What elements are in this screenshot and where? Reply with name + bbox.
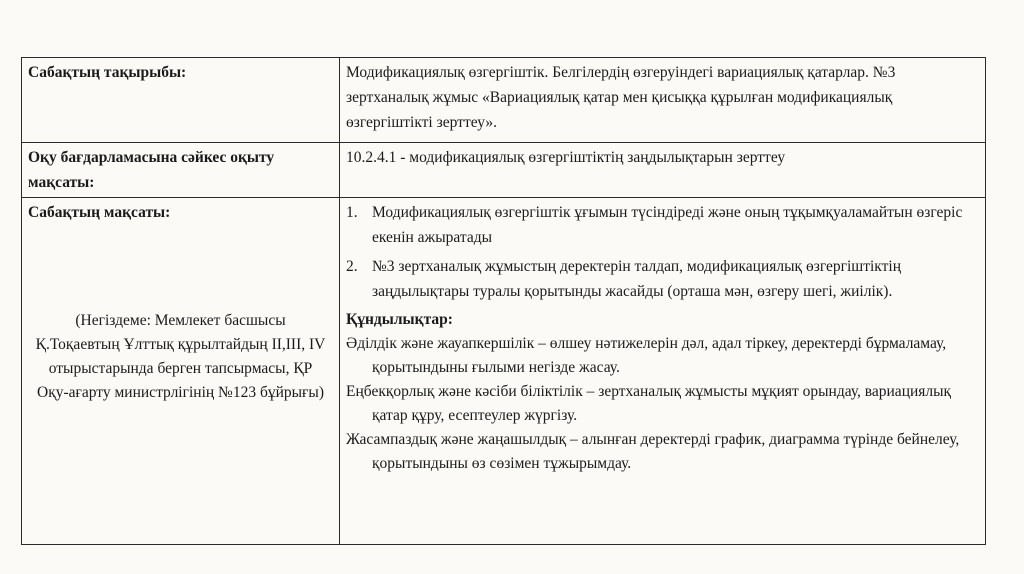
objective-text: 10.2.4.1 - модификациялық өзгергіштіктің заңдылықтарын зерттеу	[340, 143, 986, 198]
goals-row	[22, 198, 986, 545]
goals-list	[346, 200, 979, 304]
goals-left-cell	[22, 198, 340, 545]
goals-label: Сабақтың мақсаты:	[28, 204, 171, 221]
goal-item	[346, 200, 979, 250]
goal-number: 2.	[346, 258, 358, 275]
topic-row	[22, 58, 986, 143]
goal-text: Модификациялық өзгергіштік ұғымын түсіндіреді және оның тұқымқуаламайтын өзгеріс екенін ажыратады	[372, 204, 963, 246]
topic-text: Модификациялық өзгергіштік. Белгілердің өзгеруіндегі вариациялық қатарлар. №3 зертханалық жұмыс «Вариациялық қатар мен қисыққа құрылған модификациялық өзгергіштікті зерттеу».	[340, 58, 986, 143]
topic-label: Сабақтың тақырыбы:	[22, 58, 340, 143]
goal-number: 1.	[346, 204, 358, 221]
objective-row	[22, 143, 986, 198]
goals-basis-note: (Негіздеме: Мемлекет басшысы Қ.Тоқаевтың Ұлттық құрылтайдың II,III, IV отырыстарында берген тапсырмасы, ҚР Оқу-ағарту министрлігінің №123 бұйрығы)	[35, 312, 326, 401]
goal-item	[346, 254, 979, 304]
goals-right-cell	[340, 198, 986, 545]
value-item: Әділдік және жауапкершілік – өлшеу нәтижелерін дәл, адал тіркеу, деректерді бұрмаламау, қорытындыны ғылыми негізде жасау.	[346, 335, 947, 376]
goal-text: №3 зертханалық жұмыстың деректерін талдап, модификациялық өзгергіштіктің заңдылықтары туралы қорытынды жасайды (орташа мән, өзгеру шегі, жиілік).	[372, 258, 901, 300]
lesson-plan-table	[21, 57, 986, 545]
value-item: Жасампаздық және жаңашылдық – алынған деректерді график, диаграмма түрінде бейнелеу, қорытындыны өз сөзімен тұжырымдау.	[346, 431, 960, 472]
value-item: Еңбекқорлық және кәсіби біліктілік – зертханалық жұмысты мұқият орындау, вариациялық қатар құру, есептеулер жүргізу.	[346, 383, 952, 424]
objective-label: Оқу бағдарламасына сәйкес оқыту мақсаты:	[22, 143, 340, 198]
values-title: Құндылықтар:	[346, 311, 453, 328]
